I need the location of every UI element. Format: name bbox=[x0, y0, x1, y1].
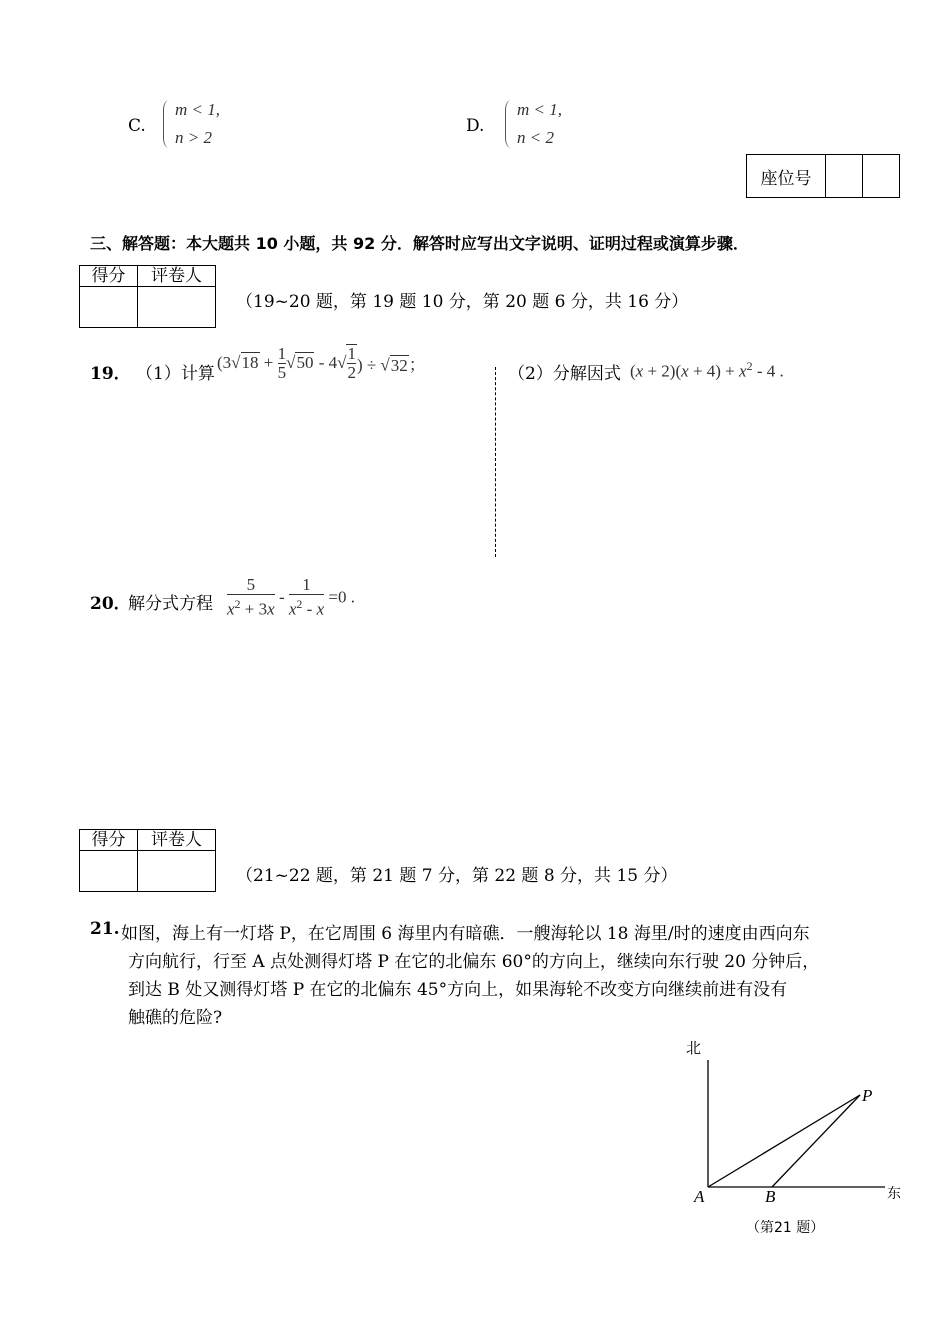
point-b-label: B bbox=[765, 1187, 776, 1206]
option-d-label: D. bbox=[466, 116, 485, 136]
option-c-label: C. bbox=[128, 116, 146, 136]
question-number: 19． bbox=[90, 364, 131, 384]
question-number: 20． bbox=[90, 594, 131, 614]
q20-expression: $\frac{5}{x^2 + 3x}$ - $\frac{1}{x^2 - x}$ =0 . bbox=[227, 575, 355, 619]
q21-line: 到达 B 处又测得灯塔 P 在它的北偏东 45°方向上，如果海轮不改变方向继续前进有没有 bbox=[128, 980, 788, 1000]
option-d-line1: m < 1, bbox=[517, 100, 562, 119]
q21-line: 如图，海上有一灯塔 P，在它周围 6 海里内有暗礁．一艘海轮以 18 海里/时的速度由西向东 bbox=[121, 924, 810, 944]
grader-cell[interactable] bbox=[138, 851, 216, 892]
score-cell[interactable] bbox=[80, 851, 138, 892]
option-c-line1: m < 1, bbox=[175, 100, 220, 119]
group-note: （19~20 题，第 19 题 10 分，第 20 题 6 分，共 16 分） bbox=[236, 292, 689, 312]
seat-number-label: 座位号 bbox=[747, 155, 826, 198]
option-d-line2: n < 2 bbox=[517, 128, 554, 147]
east-label: 东 bbox=[887, 1186, 901, 1202]
group-note: （21~22 题，第 21 题 7 分，第 22 题 8 分，共 15 分） bbox=[236, 866, 678, 886]
q19-part1-expression: (3√18 + $\frac{1}{5}$ √50 - 4√ $\frac{1}{2}$ ) ÷ √32； bbox=[217, 343, 426, 382]
q21-line: 方向航行，行至 A 点处测得灯塔 P 在它的北偏东 60°的方向上，继续向东行驶 20 分钟后， bbox=[128, 952, 820, 972]
seat-digit-cell[interactable] bbox=[826, 155, 863, 198]
q20-prefix: 解分式方程 bbox=[128, 594, 213, 614]
score-box bbox=[79, 265, 216, 328]
score-header: 得分 bbox=[80, 830, 138, 851]
brace bbox=[505, 100, 512, 148]
figure-caption: （第21 题） bbox=[746, 1220, 825, 1236]
seat-digit-cell[interactable] bbox=[863, 155, 900, 198]
score-box bbox=[79, 829, 216, 892]
grader-header: 评卷人 bbox=[138, 830, 216, 851]
option-d-system bbox=[505, 100, 575, 150]
q21-line: 触礁的危险? bbox=[128, 1008, 223, 1028]
bearing-diagram bbox=[680, 1035, 910, 1240]
point-p-label: P bbox=[862, 1086, 873, 1105]
divider-dashed bbox=[495, 367, 496, 557]
grader-header: 评卷人 bbox=[138, 266, 216, 287]
q19-part2-expression: $(x + 2)(x + 4) + x^2 - 4$ . bbox=[630, 359, 784, 381]
option-c-line2: n > 2 bbox=[175, 128, 212, 147]
segment-ap bbox=[708, 1095, 860, 1187]
seat-number-box bbox=[746, 154, 900, 198]
brace bbox=[163, 100, 170, 148]
q19-part2-prefix: （2）分解因式 bbox=[508, 364, 621, 384]
north-label: 北 bbox=[686, 1039, 702, 1057]
section-heading: 三、解答题：本大题共 10 小题，共 92 分．解答时应写出文字说明、证明过程或演算步骤． bbox=[90, 234, 749, 253]
q19-part1-prefix: （1）计算 bbox=[136, 364, 215, 384]
option-c-system bbox=[163, 100, 233, 150]
question-number: 21. bbox=[90, 919, 120, 939]
score-header: 得分 bbox=[80, 266, 138, 287]
point-a-label: A bbox=[694, 1187, 705, 1206]
score-cell[interactable] bbox=[80, 287, 138, 328]
grader-cell[interactable] bbox=[138, 287, 216, 328]
